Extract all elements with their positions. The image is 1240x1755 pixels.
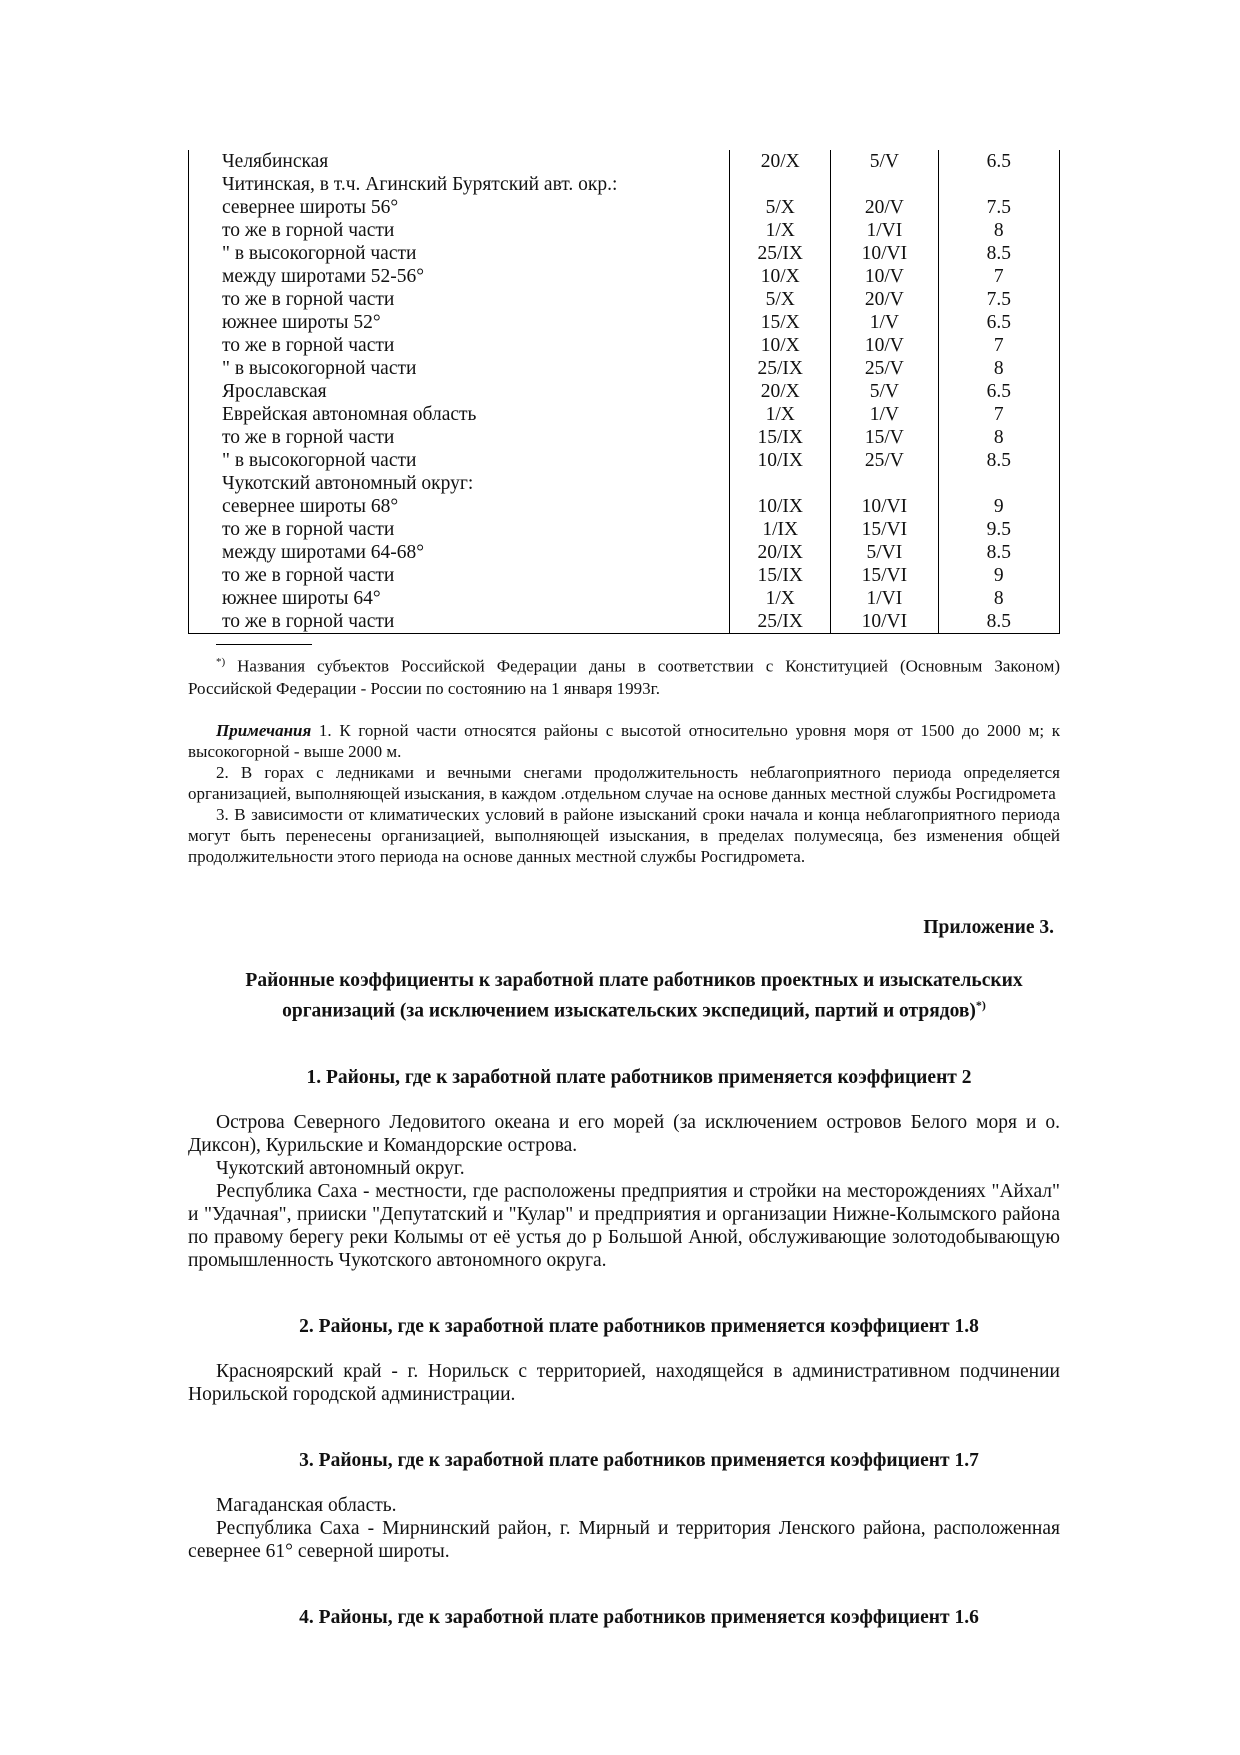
duration-cell: 6.5 [938,150,1059,173]
start-date-cell: 1/X [730,403,831,426]
region-cell: то же в горной части [189,518,730,541]
duration-cell: 8 [938,587,1059,610]
note-1 [188,720,1060,762]
start-date-cell: 10/X [730,265,831,288]
end-date-cell: 10/VI [831,242,938,265]
start-date-cell: 10/X [730,334,831,357]
duration-cell: 8.5 [938,610,1059,634]
end-date-cell: 1/VI [831,587,938,610]
table-row [189,587,1060,610]
table-row [189,564,1060,587]
section-paragraph: Республика Саха - местности, где расположены предприятия и стройки на месторождениях "Айхал" и "Удачная", прииски "Депутатский и "Кулар" и предприятия и организации Нижне-Колымского района по правому берегу реки Колымы от её устья до р Большой Анюй, обслуживающие золотодобывающую промышленность Чукотского автономного округа. [188,1181,1060,1272]
duration-cell: 7 [938,265,1059,288]
section-paragraph: Красноярский край - г. Норильск с территорией, находящейся в административном подчинении Норильской городской администрации. [188,1361,1060,1406]
footnote-mark: *) [216,656,226,668]
region-cell: южнее широты 64° [189,587,730,610]
table-row [189,265,1060,288]
start-date-cell: 20/X [730,380,831,403]
table-row [189,288,1060,311]
duration-cell: 8.5 [938,449,1059,472]
end-date-cell: 5/VI [831,541,938,564]
region-cell: Челябинская [189,150,730,173]
table-row [189,495,1060,518]
note-2: 2. В горах с ледниками и вечными снегами продолжительность неблагоприятного периода определяется организацией, выполняющей изыскания, в каждом .отдельном случае на основе данных местной службы Росгидромета [188,762,1060,803]
section-body [188,1360,1060,1406]
table-row [189,334,1060,357]
duration-cell: 9 [938,564,1059,587]
duration-cell: 8 [938,426,1059,449]
region-cell: южнее широты 52° [189,311,730,334]
start-date-cell: 25/IX [730,610,831,634]
region-cell: то же в горной части [189,334,730,357]
duration-cell: 7 [938,334,1059,357]
region-cell: " в высокогорной части [189,242,730,265]
start-date-cell: 15/IX [730,426,831,449]
section-body [188,1111,1060,1272]
start-date-cell: 25/IX [730,242,831,265]
end-date-cell: 10/V [831,334,938,357]
document-title [188,969,1060,1024]
duration-cell: 8.5 [938,242,1059,265]
end-date-cell [831,173,938,196]
start-date-cell: 1/X [730,219,831,242]
table-row [189,403,1060,426]
region-cell: между широтами 52-56° [189,265,730,288]
end-date-cell: 25/V [831,449,938,472]
table-row [189,173,1060,196]
end-date-cell: 15/VI [831,518,938,541]
duration-cell: 9.5 [938,518,1059,541]
end-date-cell [831,472,938,495]
end-date-cell: 20/V [831,196,938,219]
table-row [189,518,1060,541]
region-cell: Читинская, в т.ч. Агинский Бурятский авт. окр.: [189,173,730,196]
section-body [188,1494,1060,1563]
region-cell: то же в горной части [189,610,730,634]
duration-cell: 8 [938,357,1059,380]
region-cell: Ярославская [189,380,730,403]
footnote-divider [216,644,312,645]
table-row [189,541,1060,564]
end-date-cell: 25/V [831,357,938,380]
start-date-cell: 5/X [730,288,831,311]
end-date-cell: 5/V [831,150,938,173]
notes-block [188,720,1060,867]
region-cell: " в высокогорной части [189,357,730,380]
sections [188,1067,1060,1629]
end-date-cell: 5/V [831,380,938,403]
table-row [189,380,1060,403]
title-footnote-mark: *) [975,997,986,1012]
end-date-cell: 15/VI [831,564,938,587]
end-date-cell: 10/V [831,265,938,288]
duration-cell: 7.5 [938,288,1059,311]
region-cell: севернее широты 68° [189,495,730,518]
end-date-cell: 10/VI [831,495,938,518]
start-date-cell: 15/IX [730,564,831,587]
end-date-cell: 20/V [831,288,938,311]
footnote-text: Названия субъектов Российской Федерации даны в соответствии с Конституцией (Основным Законом) Российской Федерации - России по состоянию на 1 января 1993г. [188,656,1060,698]
table-row [189,610,1060,634]
end-date-cell: 1/V [831,311,938,334]
duration-cell: 7.5 [938,196,1059,219]
region-cell: Чукотский автономный округ: [189,472,730,495]
start-date-cell: 1/X [730,587,831,610]
duration-cell: 6.5 [938,380,1059,403]
document-page [188,150,1060,1629]
section-heading: 2. Районы, где к заработной плате работников применяется коэффициент 1.8 [299,1316,979,1338]
region-cell: Еврейская автономная область [189,403,730,426]
start-date-cell: 15/X [730,311,831,334]
duration-cell: 8.5 [938,541,1059,564]
section-paragraph: Чукотский автономный округ. [216,1158,465,1180]
table-body [189,150,1060,634]
end-date-cell: 15/V [831,426,938,449]
table-row [189,196,1060,219]
table-row [189,219,1060,242]
note-3: 3. В зависимости от климатических условий в районе изысканий сроки начала и конца неблагоприятного периода могут быть перенесены организацией, выполняющей изыскания, в пределах полумесяца, без изменения общей продолжительности этого периода на основе данных местной службы Росгидромета. [188,804,1060,866]
appendix-label: Приложение 3. [923,916,1054,938]
table-row [189,357,1060,380]
duration-cell [938,472,1059,495]
end-date-cell: 1/VI [831,219,938,242]
duration-cell: 7 [938,403,1059,426]
table-row [189,242,1060,265]
section-heading: 1. Районы, где к заработной плате работников применяется коэффициент 2 [306,1067,972,1089]
section-paragraph: Магаданская область. [216,1495,397,1517]
table-row [189,449,1060,472]
start-date-cell [730,173,831,196]
end-date-cell: 1/V [831,403,938,426]
region-cell: между широтами 64-68° [189,541,730,564]
table-row [189,426,1060,449]
section-heading: 4. Районы, где к заработной плате работников применяется коэффициент 1.6 [299,1607,979,1629]
section-paragraph: Острова Северного Ледовитого океана и его морей (за исключением островов Белого моря и о. Диксон), Курильские и Командорские острова. [188,1112,1060,1157]
region-cell: то же в горной части [189,564,730,587]
start-date-cell: 10/IX [730,449,831,472]
footnote [188,651,1060,700]
duration-cell: 6.5 [938,311,1059,334]
note-1-text: 1. К горной части относятся районы с высотой относительно уровня моря от 1500 до 2000 м; к высокогорной - выше 2000 м. [188,720,1060,761]
section-heading: 3. Районы, где к заработной плате работников применяется коэффициент 1.7 [299,1450,979,1472]
title-text: Районные коэффициенты к заработной плате работников проектных и изыскательских организаций (за исключением изыскательских экспедиций, партий и отрядов) [245,969,1023,1022]
start-date-cell [730,472,831,495]
table-row [189,150,1060,173]
duration-cell [938,173,1059,196]
table-row [189,472,1060,495]
start-date-cell: 10/IX [730,495,831,518]
notes-label: Примечания [216,720,312,740]
start-date-cell: 20/IX [730,541,831,564]
start-date-cell: 1/IX [730,518,831,541]
region-cell: севернее широты 56° [189,196,730,219]
table-row [189,311,1060,334]
duration-cell: 8 [938,219,1059,242]
section-paragraph: Республика Саха - Мирнинский район, г. Мирный и территория Ленского района, расположенная севернее 61° северной широты. [188,1518,1060,1563]
region-cell: то же в горной части [189,219,730,242]
duration-cell: 9 [938,495,1059,518]
start-date-cell: 25/IX [730,357,831,380]
start-date-cell: 20/X [730,150,831,173]
climate-period-table [188,150,1060,634]
region-cell: то же в горной части [189,426,730,449]
start-date-cell: 5/X [730,196,831,219]
end-date-cell: 10/VI [831,610,938,634]
region-cell: то же в горной части [189,288,730,311]
region-cell: " в высокогорной части [189,449,730,472]
